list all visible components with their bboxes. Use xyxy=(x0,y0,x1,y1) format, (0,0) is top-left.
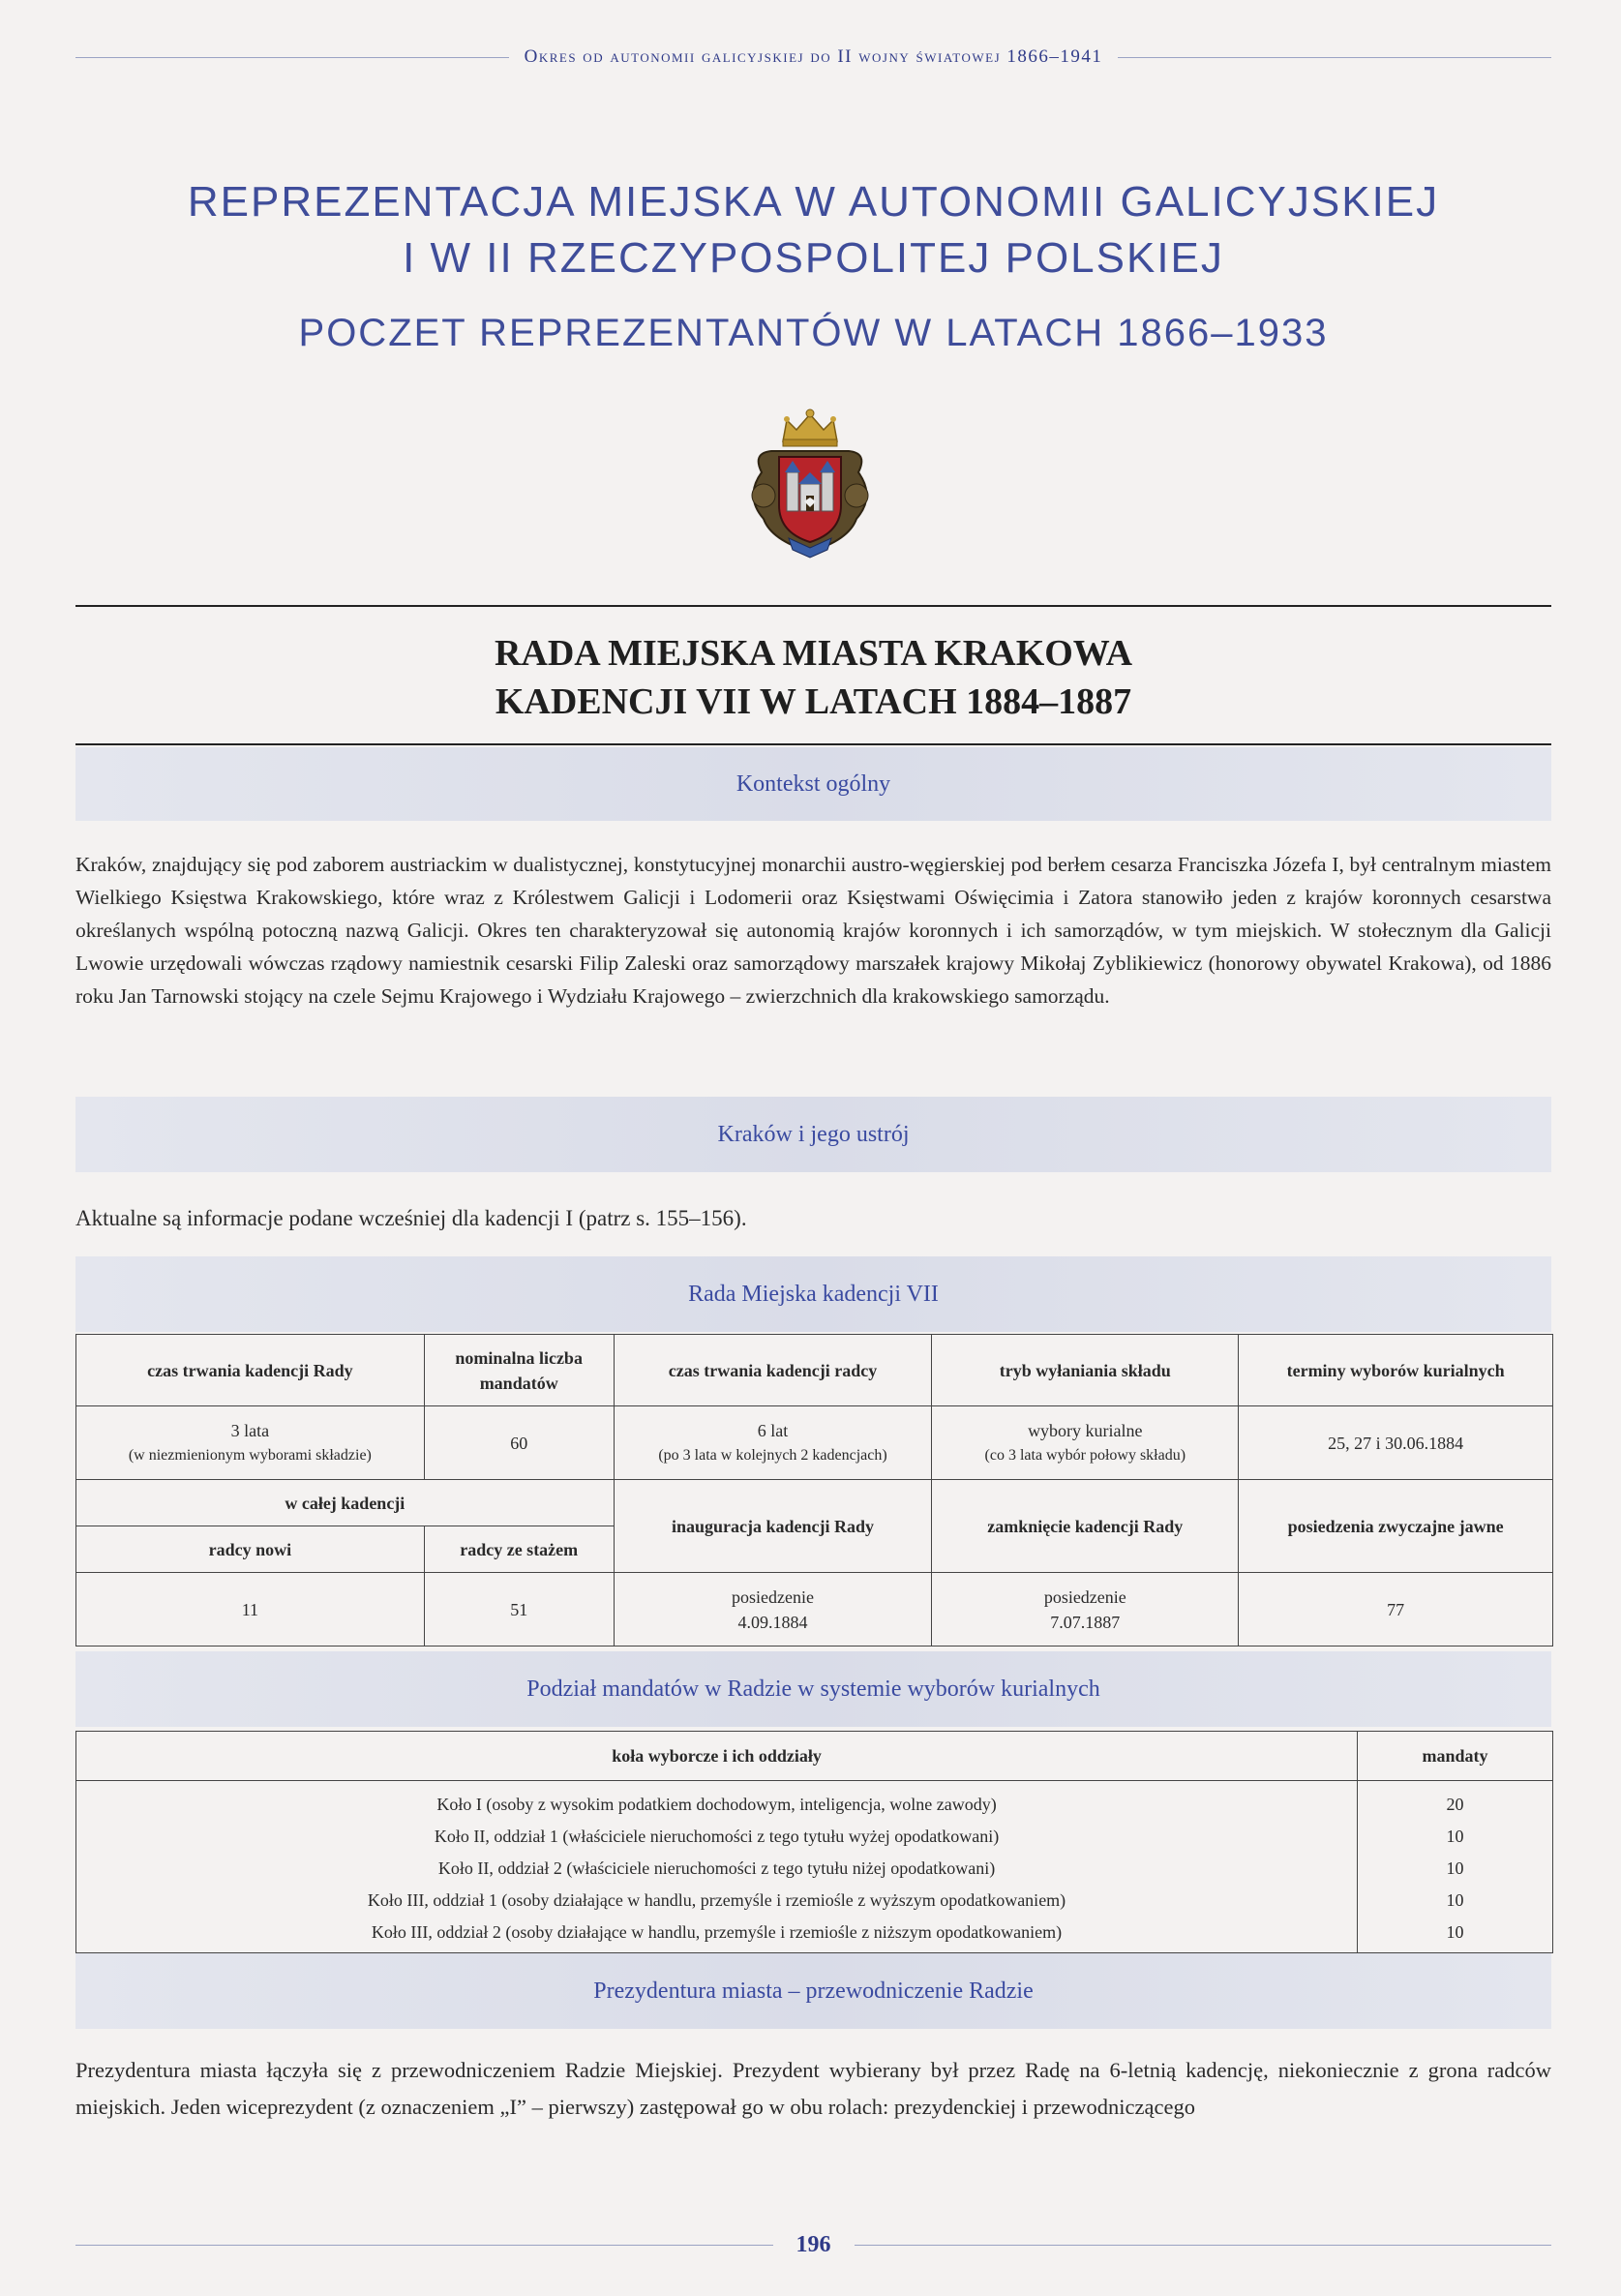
cell-public-sessions: 77 xyxy=(1239,1573,1553,1646)
cell-election-mode xyxy=(932,1406,1239,1480)
cell-new-councillors: 11 xyxy=(76,1573,425,1646)
system-paragraph: Aktualne są informacje podane wcześniej dla kadencji I (patrz s. 155–156). xyxy=(75,1206,747,1230)
main-title-line2: I W II RZECZYPOSPOLITEJ POLSKIEJ xyxy=(403,234,1224,282)
council-title xyxy=(75,629,1551,726)
table-row xyxy=(76,1781,1553,1822)
header-inauguration: inauguracja kadencji Rady xyxy=(614,1480,932,1573)
council-table xyxy=(75,1334,1553,1646)
header-senior-councillors: radcy ze stażem xyxy=(424,1526,614,1573)
mandate-circle: Koło II, oddział 1 (właściciele nieruchomości z tego tytułu wyżej opodatkowani) xyxy=(76,1821,1358,1853)
cell-councillor-term-main: 6 lat xyxy=(757,1420,789,1440)
running-header-text: Okres od autonomii galicyjskiej do II wojny światowej 1866–1941 xyxy=(524,46,1103,67)
header-electoral-circles: koła wyborcze i ich oddziały xyxy=(76,1732,1358,1781)
section-heading-system: Kraków i jego ustrój xyxy=(75,1097,1551,1172)
mandate-count: 10 xyxy=(1358,1853,1553,1885)
mandates-table xyxy=(75,1731,1553,1953)
table-row xyxy=(76,1917,1553,1953)
krakow-coat-of-arms-icon xyxy=(742,405,878,559)
section-heading-presidency: Prezydentura miasta – przewodniczenie Radzie xyxy=(75,1953,1551,2029)
cell-council-term-note: (w niezmienionym wyborami składzie) xyxy=(128,1446,372,1464)
context-paragraph: Kraków, znajdujący się pod zaborem austriackim w dualistycznej, konstytucyjnej monarchii austro-węgierskiej pod berłem cesarza Franciszka Józefa I, był centralnym miastem Wielkiego Księstwa Krakowskiego, które wraz z Królestwem Galicji i Lodomerii oraz Księstwami Oświęcimia i Zatora stanowiło jeden z krajów koronnych cesarstwa określanych wspólną potoczną nazwą Galicji. Okres ten charakteryzował się autonomią krajów koronnych i ich samorządów, w tym miejskich. W stołecznym dla Galicji Lwowie urzędowali wówczas rządowy namiestnik cesarski Filip Zaleski oraz samorządowy marszałek krajowy Mikołaj Zyblikiewicz (honorowy obywatel Krakowa), od 1886 roku Jan Tarnowski stojący na czele Sejmu Krajowego i Wydziału Krajowego – zwierzchnich dla krakowskiego samorządu. xyxy=(75,853,1551,1008)
footer-rule-left xyxy=(75,2245,773,2246)
cell-inauguration xyxy=(614,1573,932,1646)
header-new-councillors: radcy nowi xyxy=(76,1526,425,1573)
mandate-circle: Koło I (osoby z wysokim podatkiem dochodowym, inteligencja, wolne zawody) xyxy=(76,1781,1358,1822)
table-row xyxy=(76,1821,1553,1853)
mandate-count: 10 xyxy=(1358,1821,1553,1853)
cell-council-term-main: 3 lata xyxy=(230,1420,270,1440)
section-heading-mandates: Podział mandatów w Radzie w systemie wyborów kurialnych xyxy=(75,1651,1551,1727)
cell-councillor-term-note: (po 3 lata w kolejnych 2 kadencjach) xyxy=(658,1446,887,1464)
header-rule-left xyxy=(75,57,509,58)
title-rule-bottom xyxy=(75,743,1551,745)
main-title xyxy=(75,174,1551,287)
cell-closing xyxy=(932,1573,1239,1646)
header-nominal-mandates: nominalna liczba mandatów xyxy=(424,1335,614,1406)
cell-inauguration-date: 4.09.1884 xyxy=(737,1612,808,1632)
mandate-circle: Koło III, oddział 1 (osoby działające w handlu, przemyśle i rzemiośle z wyższym opodatkowaniem) xyxy=(76,1885,1358,1917)
cell-election-dates: 25, 27 i 30.06.1884 xyxy=(1239,1406,1553,1480)
section-heading-council: Rada Miejska kadencji VII xyxy=(75,1256,1551,1332)
table-row xyxy=(76,1853,1553,1885)
header-mandates: mandaty xyxy=(1358,1732,1553,1781)
subtitle: POCZET REPREZENTANTÓW W LATACH 1866–1933 xyxy=(298,312,1329,354)
mandate-count: 20 xyxy=(1358,1781,1553,1822)
header-closing: zamknięcie kadencji Rady xyxy=(932,1480,1239,1573)
cell-closing-date: 7.07.1887 xyxy=(1050,1612,1121,1632)
header-council-term: czas trwania kadencji Rady xyxy=(76,1335,425,1406)
cell-election-mode-main: wybory kurialne xyxy=(1028,1420,1143,1440)
cell-election-mode-note: (co 3 lata wybór połowy składu) xyxy=(984,1446,1186,1464)
council-title-line2: KADENCJI VII W LATACH 1884–1887 xyxy=(495,681,1132,722)
mandate-circle: Koło II, oddział 2 (właściciele nieruchomości z tego tytułu niżej opodatkowani) xyxy=(76,1853,1358,1885)
main-title-line1: REPREZENTACJA MIEJSKA W AUTONOMII GALICYJSKIEJ xyxy=(187,178,1440,226)
cell-councillor-term xyxy=(614,1406,932,1480)
header-whole-term: w całej kadencji xyxy=(76,1480,615,1526)
title-rule-top xyxy=(75,605,1551,607)
cell-council-term xyxy=(76,1406,425,1480)
header-election-mode: tryb wyłaniania składu xyxy=(932,1335,1239,1406)
page-number: 196 xyxy=(795,2232,831,2257)
header-councillor-term: czas trwania kadencji radcy xyxy=(614,1335,932,1406)
header-rule-right xyxy=(1118,57,1551,58)
mandate-count: 10 xyxy=(1358,1885,1553,1917)
council-title-line1: RADA MIEJSKA MIASTA KRAKOWA xyxy=(494,633,1133,674)
presidency-paragraph: Prezydentura miasta łączyła się z przewodniczeniem Radzie Miejskiej. Prezydent wybierany był przez Radę na 6-letnią kadencję, niekoniecznie z grona radców miejskich. Jeden wiceprezydent (z oznaczeniem „I” – pierwszy) zastępował go w obu rolach: prezydenckiej i przewodniczącego xyxy=(75,2058,1551,2119)
mandate-count: 10 xyxy=(1358,1917,1553,1953)
running-header xyxy=(75,46,1551,68)
cell-nominal-mandates: 60 xyxy=(424,1406,614,1480)
section-heading-context: Kontekst ogólny xyxy=(75,747,1551,821)
footer-rule-right xyxy=(855,2245,1552,2246)
table-row xyxy=(76,1885,1553,1917)
mandate-circle: Koło III, oddział 2 (osoby działające w handlu, przemyśle i rzemiośle z niższym opodatkowaniem) xyxy=(76,1917,1358,1953)
footer xyxy=(75,2232,1551,2258)
cell-senior-councillors: 51 xyxy=(424,1573,614,1646)
cell-inauguration-label: posiedzenie xyxy=(732,1586,814,1607)
header-public-sessions: posiedzenia zwyczajne jawne xyxy=(1239,1480,1553,1573)
header-election-dates: terminy wyborów kurialnych xyxy=(1239,1335,1553,1406)
cell-closing-label: posiedzenie xyxy=(1043,1586,1126,1607)
